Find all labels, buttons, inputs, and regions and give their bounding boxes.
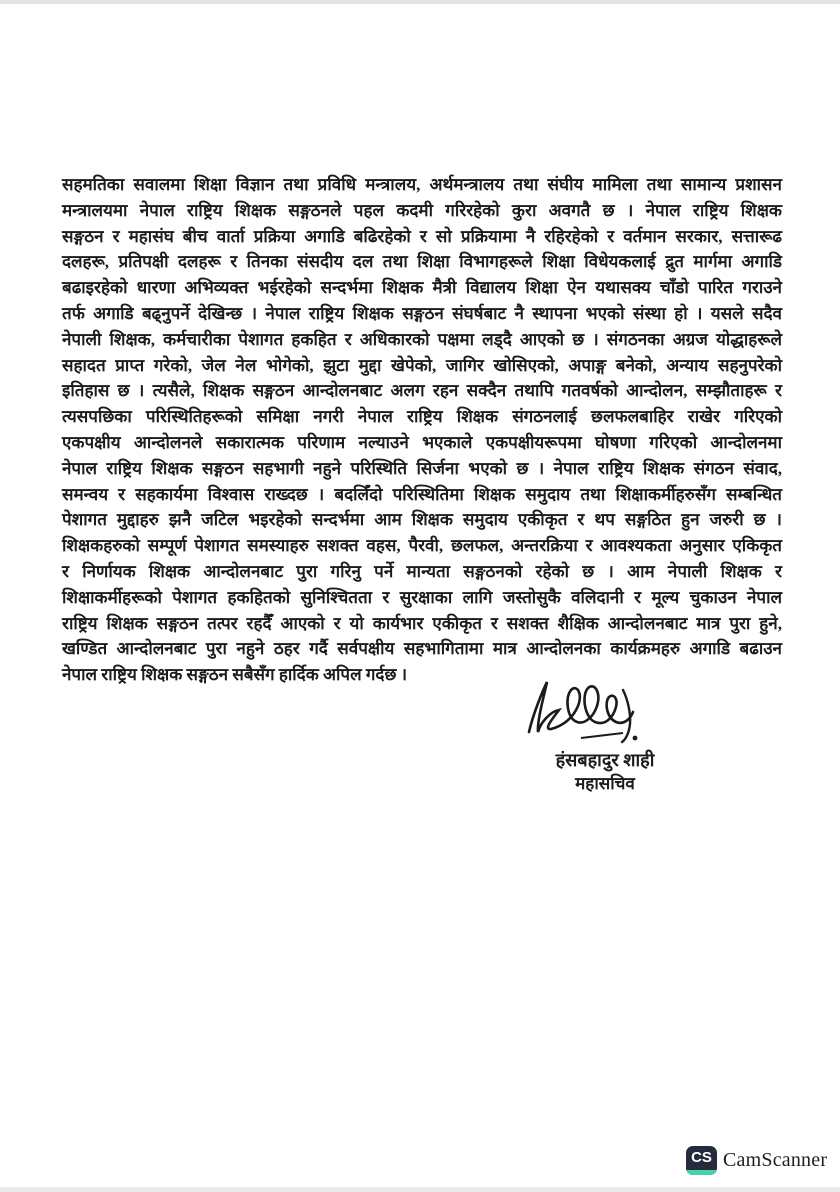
letter-line: इतिहास छ । त्यसैले, शिक्षक सङ्गठन आन्दोलनबाट अलग रहन सक्दैन तथापि गतवर्षको आन्दोलन, सम्झौताहरू र bbox=[62, 381, 782, 401]
signer-title: महासचिव bbox=[575, 774, 635, 793]
letter-line: सहमतिका सवालमा शिक्षा विज्ञान तथा प्रविधि मन्त्रालय, अर्थमन्त्रालय तथा संघीय मामिला तथा सामान्य प्रशासन bbox=[62, 175, 782, 194]
scan-edge-bottom bbox=[0, 1187, 840, 1192]
letter-line: दलहरू, प्रतिपक्षी दलहरू र तिनका संसदीय दल तथा शिक्षा विभागहरूले शिक्षा विधेयकलाई द्रुत मार्गमा अगाडि bbox=[62, 252, 782, 272]
letter-line: समन्वय र सहकार्यमा विश्वास राख्दछ । बदलिँदो परिस्थितिमा शिक्षक समुदाय तथा शिक्षाकर्मीहरुसँग सम्बन्धित bbox=[62, 484, 782, 504]
letter-line: शिक्षाकर्मीहरूको पेशागत हकहितको सुनिश्चितता र सुरक्षाका लागि जस्तोसुकै वलिदानी र मूल्य चुकाउन नेपाल bbox=[62, 587, 782, 607]
letter-body bbox=[62, 172, 782, 688]
scan-edge-top bbox=[0, 0, 840, 4]
camscanner-watermark bbox=[686, 1146, 827, 1175]
letter-line: नेपाल राष्ट्रिय शिक्षक सङ्गठन सहभागी नहुने परिस्थिति सिर्जना भएको छ । नेपाल राष्ट्रिय शिक्षक संगठन संवाद, bbox=[62, 458, 782, 478]
letter-line: मन्त्रालयमा नेपाल राष्ट्रिय शिक्षक सङ्गठनले पहल कदमी गरिरहेको कुरा अवगतै छ । नेपाल राष्ट्रिय शिक्षक bbox=[62, 200, 782, 220]
letter-line: पेशागत मुद्दाहरु झनै जटिल भइरहेको सन्दर्भमा आम शिक्षक समुदाय एकीकृत र थप सङ्गठित हुन जरुरी छ । bbox=[62, 510, 782, 530]
letter-line: र निर्णायक शिक्षक आन्दोलनबाट पुरा गरिनु पर्ने मान्यता सङ्गठनको रहेको छ । आम नेपाली शिक्षक र bbox=[62, 561, 782, 581]
signer-block bbox=[515, 748, 695, 796]
camscanner-logo-icon bbox=[686, 1146, 717, 1175]
letter-line: त्यसपछिका परिस्थितिहरूको समिक्षा नगरी नेपाल राष्ट्रिय शिक्षक संगठनलाई छलफलबाहिर राखेर गरिएको bbox=[62, 407, 782, 427]
camscanner-brand-text: CamScanner bbox=[723, 1149, 828, 1171]
letter-line: राष्ट्रिय शिक्षक सङ्गठन तत्पर रहदैँ आएको र यो कार्यभार एकीकृत र सशक्त शैक्षिक आन्दोलनबाट मात्र पुरा हुने, bbox=[62, 613, 782, 633]
letter-line: तर्फ अगाडि बढ्नुपर्ने देखिन्छ । नेपाल राष्ट्रिय शिक्षक सङ्गठन संघर्षबाट नै स्थापना भएको संस्था हो । यसले सदैव bbox=[62, 303, 782, 323]
signer-name: हंसबहादुर शाही bbox=[555, 750, 655, 770]
letter-line: नेपाली शिक्षक, कर्मचारीका पेशागत हकहित र अधिकारको पक्षमा लड्दै आएको छ । संगठनका अग्रज योद्धाहरूले bbox=[62, 329, 782, 349]
letter-line: नेपाल राष्ट्रिय शिक्षक सङ्गठन सबैसँग हार्दिक अपिल गर्दछ । bbox=[62, 665, 408, 685]
letter-line: शिक्षकहरुको सम्पूर्ण पेशागत समस्याहरु सशक्त वहस, पैरवी, छलफल, अन्तरक्रिया र आवश्यकता अनुसार एकिकृत bbox=[62, 536, 782, 556]
letter-line: सङ्गठन र महासंघ बीच वार्ता प्रक्रिया अगाडि बढिरहेको र सो प्रक्रियामा नै रहिरहेको र वर्तमान सरकार, सत्तारूढ bbox=[62, 226, 782, 246]
letter-line: खण्डित आन्दोलनबाट पुरा नहुने ठहर गर्दै सर्वपक्षीय सहभागितामा मात्र आन्दोलनका कार्यक्रमहरु अगाडि बढाउन bbox=[62, 639, 782, 659]
letter-line: सहादत प्राप्त गरेको, जेल नेल भोगेको, झुटा मुद्दा खेपेको, जागिर खोसिएको, अपाङ्ग बनेको, अन्याय सहनुपरेको bbox=[62, 355, 782, 375]
camscanner-logo-text: CS bbox=[691, 1149, 712, 1166]
letter-line: एकपक्षीय आन्दोलनले सकारात्मक परिणाम नल्याउने भएकाले एकपक्षीयरूपमा घोषणा गरिएको आन्दोलनमा bbox=[62, 432, 782, 452]
camscanner-logo-accent-bar bbox=[686, 1170, 717, 1175]
signature-handwriting bbox=[523, 676, 668, 752]
letter-line: बढाइरहेको धारणा अभिव्यक्त भईरहेको सन्दर्भमा शिक्षक मैत्री विद्यालय शिक्षा ऐन यथासक्य चाँडो पारित गराउने bbox=[62, 278, 782, 298]
